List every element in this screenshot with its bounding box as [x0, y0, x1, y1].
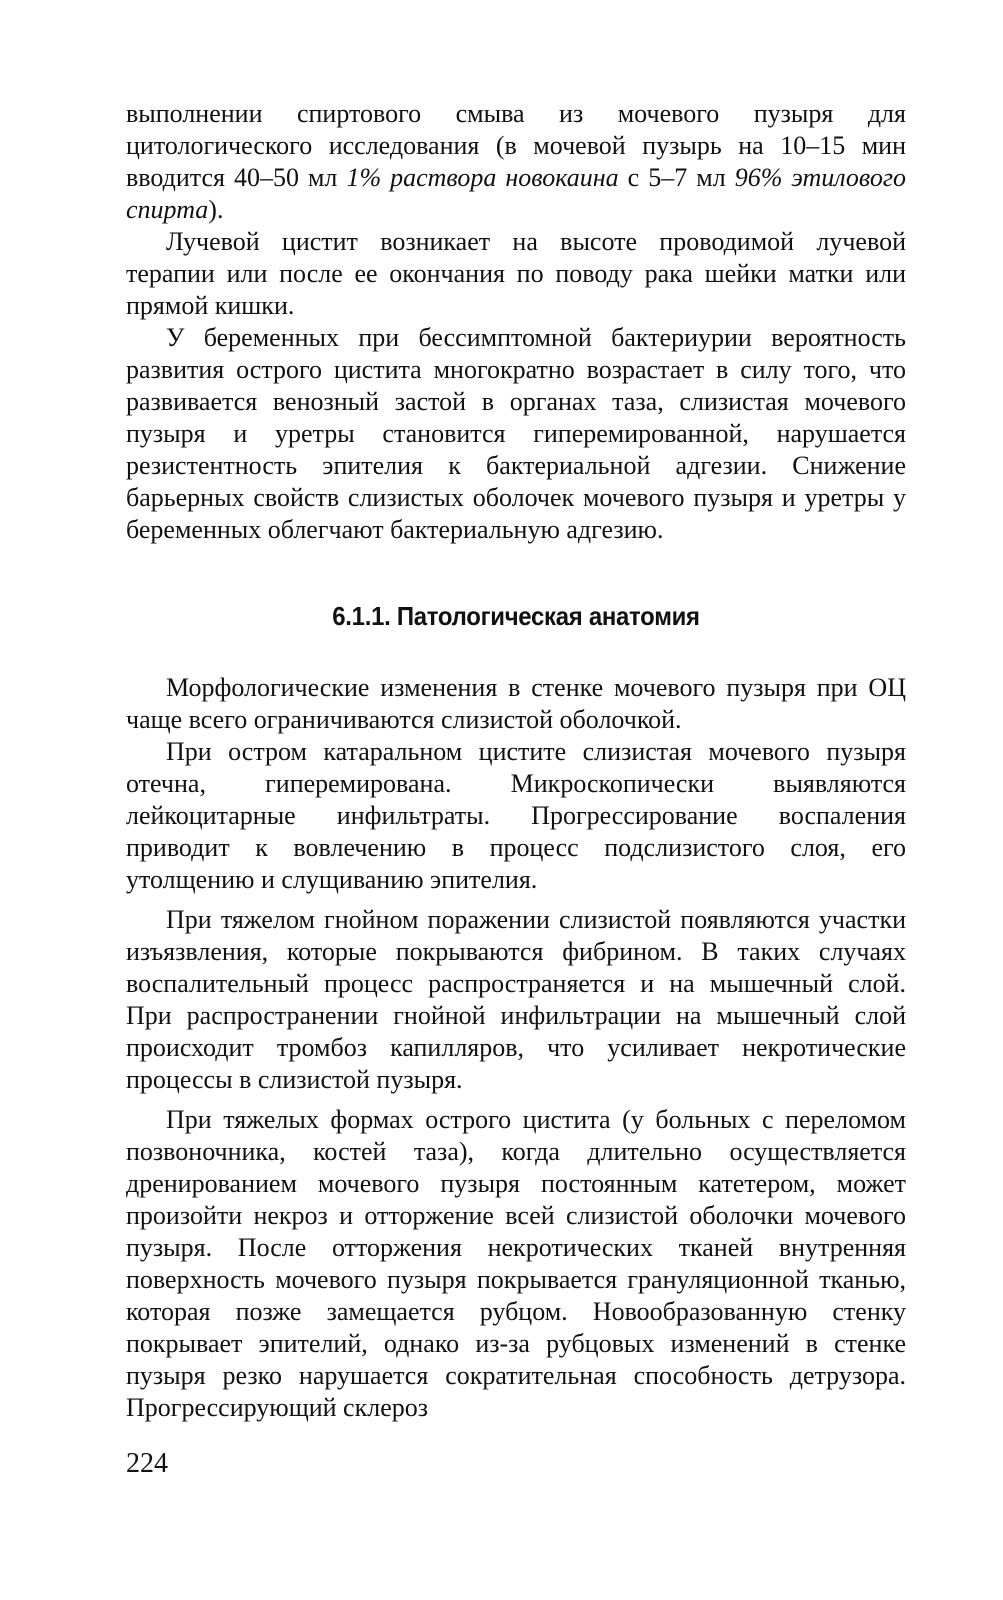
page-body	[126, 98, 906, 1424]
paragraph-purulent: При тяжелом гнойном поражении слизистой появляются участки изъязвления, которые покрываются фибрином. В таких случаях воспалительный процесс распространяется и на мышечный слой. При распространении гнойной инфильтрации на мышечный слой происходит тромбоз капилляров, что усиливает некротические процессы в слизистой пузыря.	[126, 905, 906, 1094]
italic-text-ethanol: 96% этилового спирта	[126, 163, 907, 224]
text-run: ).	[208, 195, 224, 224]
section-heading: 6.1.1. Патологическая анатомия	[332, 601, 700, 631]
paragraph-pregnancy: У беременных при бессимптомной бактериурии вероятность развития острого цистита многократно возрастает в силу того, что развивается венозный застой в органах таза, слизистая мочевого пузыря и уретры становится гиперемированной, нарушается резистентность эпителия к бактериальной адгезии. Снижение барьерных свойств слизистых оболочек мочевого пузыря и уретры у беременных облегчают бактериальную адгезию.	[126, 323, 906, 544]
paragraph-radiation-cystitis: Лучевой цистит возникает на высоте проводимой лучевой терапии или после ее окончания по поводу рака шейки матки или прямой кишки.	[126, 227, 906, 320]
text-run: выполнении спиртового смыва из мочевого пузыря для цитологического исследования (в мочевой пузырь на 10–15 мин вводится 40–50 мл	[126, 99, 906, 192]
paragraph-morphology: Морфологические изменения в стенке мочевого пузыря при ОЦ чаще всего ограничиваются слизистой оболочкой.	[126, 673, 906, 734]
italic-text-novocaine: 1% раствора новокаина	[346, 163, 619, 192]
text-run: с 5–7 мл	[618, 163, 735, 192]
paragraph-severe-forms: При тяжелых формах острого цистита (у больных с переломом позвоночника, костей таза), когда длительно осуществляется дренированием мочевого пузыря постоянным катетером, может произойти некроз и отторжение всей слизистой оболочки мочевого пузыря. После отторжения некротических тканей внутренняя поверхность мочевого пузыря покрывается грануляционной тканью, которая позже замещается рубцом. Новообразованную стенку покрывает эпителий, однако из-за рубцовых изменений в стенке пузыря резко нарушается сократительная способность детрузора. Прогрессирующий склероз	[126, 1105, 906, 1422]
paragraph-continuation	[126, 98, 906, 226]
paragraph-catarrhal: При остром катаральном цистите слизистая мочевого пузыря отечна, гиперемирована. Микроскопически выявляются лейкоцитарные инфильтраты. Прогрессирование воспаления приводит к вовлечению в процесс подслизистого слоя, его утолщению и слущиванию эпителия.	[126, 737, 906, 894]
page-number: 224	[126, 1448, 168, 1479]
